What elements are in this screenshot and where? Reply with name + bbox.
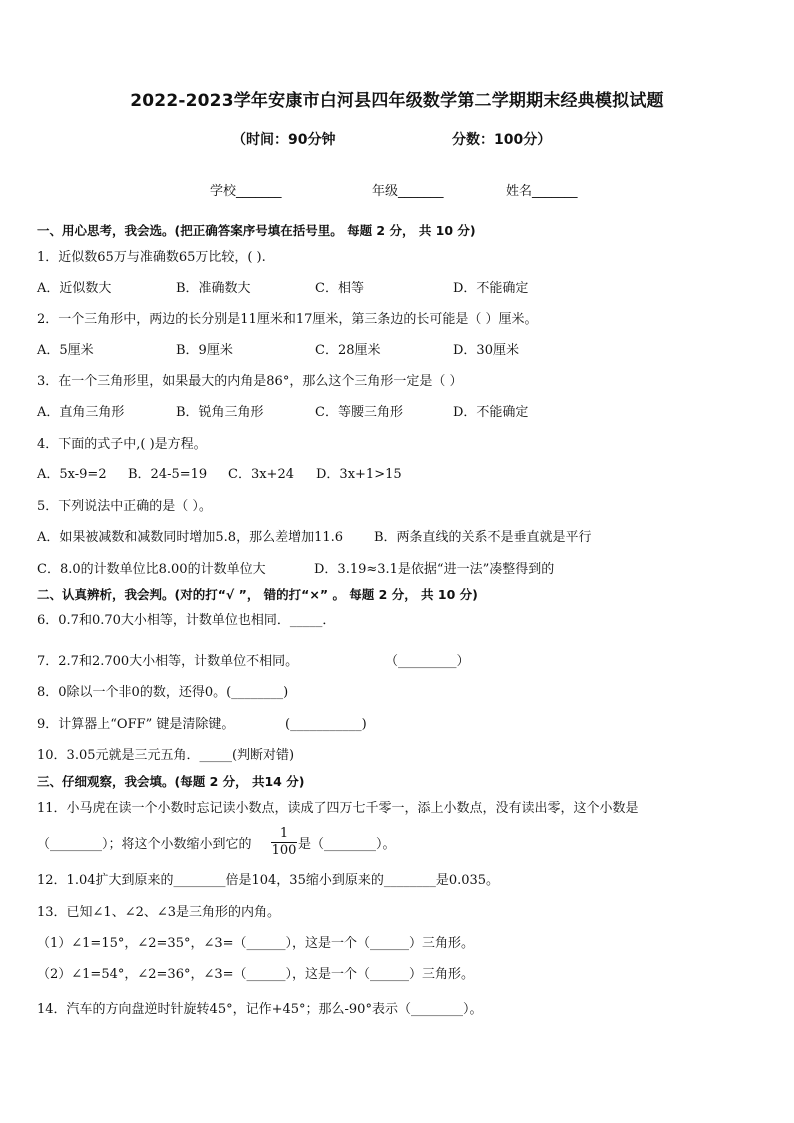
- name-field: 姓名_______: [506, 184, 578, 199]
- q1-option-d: D．不能确定: [453, 281, 529, 296]
- q2-option-d: D．30厘米: [453, 343, 519, 358]
- question-5: 5．下列说法中正确的是（ ）。: [37, 499, 212, 514]
- q4-option-a: A．5x-9=2: [37, 467, 107, 482]
- q5-option-c: C．8.0的计数单位比8.00的计数单位大: [37, 562, 266, 577]
- q1-option-b: B．准确数大: [176, 281, 251, 296]
- q5-option-a: A．如果被减数和减数同时增加5.8，那么差增加11.6: [37, 530, 344, 545]
- section-3-heading: 三、仔细观察，我会填。(每题 2 分， 共14 分): [37, 774, 305, 789]
- fraction-numerator: 1: [271, 826, 297, 843]
- question-13-part-2: （2）∠1=54°，∠2=36°，∠3=（______），这是一个（______）三角形。: [37, 967, 475, 982]
- q3-option-d: D．不能确定: [453, 405, 529, 420]
- school-field: 学校_______: [210, 184, 282, 199]
- question-13-part-1: （1）∠1=15°，∠2=35°，∠3=（______），这是一个（______）三角形。: [37, 936, 475, 951]
- question-1: 1．近似数65万与准确数65万比较，( ).: [37, 250, 266, 265]
- question-12: 12．1.04扩大到原来的________倍是104，35缩小到原来的________是0.035。: [37, 873, 500, 888]
- fraction-denominator: 100: [271, 843, 297, 858]
- exam-time: （时间：90分钟: [232, 132, 336, 148]
- section-1-heading: 一、用心思考，我会选。(把正确答案序号填在括号里。 每题 2 分， 共 10 分): [37, 223, 476, 238]
- q3-option-c: C．等腰三角形: [315, 405, 403, 420]
- q3-option-b: B．锐角三角形: [176, 405, 264, 420]
- question-13: 13．已知∠1、∠2、∠3是三角形的内角。: [37, 905, 281, 920]
- q2-option-a: A．5厘米: [37, 343, 94, 358]
- q7-answer-blank: （_________）: [385, 654, 470, 669]
- question-11-line-2a: （________）；将这个小数缩小到它的: [37, 837, 252, 852]
- question-3: 3．在一个三角形里，如果最大的内角是86°，那么这个三角形一定是（ ）: [37, 374, 463, 389]
- q3-option-a: A．直角三角形: [37, 405, 125, 420]
- question-8: 8．0除以一个非0的数，还得0。(________): [37, 685, 289, 700]
- grade-field: 年级_______: [372, 184, 444, 199]
- exam-score: 分数：100分）: [452, 132, 552, 148]
- q5-option-d: D．3.19≈3.1是依据“进一法”凑整得到的: [314, 562, 555, 577]
- section-2-heading: 二、认真辨析，我会判。(对的打“√ ”， 错的打“×” 。 每题 2 分， 共 10 分): [37, 587, 478, 602]
- q4-option-d: D．3x+1>15: [316, 467, 402, 482]
- question-10: 10．3.05元就是三元五角．_____(判断对错): [37, 748, 295, 763]
- question-6: 6．0.7和0.70大小相等，计数单位也相同．_____．: [37, 613, 336, 628]
- question-14: 14．汽车的方向盘逆时针旋转45°，记作+45°；那么-90°表示（________）。: [37, 1002, 483, 1017]
- q5-option-b: B．两条直线的关系不是垂直就是平行: [374, 530, 592, 545]
- q9-answer-blank: (___________): [285, 717, 367, 732]
- q4-option-c: C．3x+24: [228, 467, 294, 482]
- q1-option-c: C．相等: [315, 281, 364, 296]
- q1-option-a: A．近似数大: [37, 281, 112, 296]
- q4-option-b: B．24-5=19: [128, 467, 208, 482]
- question-11-line-2b: 是（________）。: [298, 837, 396, 852]
- question-7: 7．2.7和2.700大小相等，计数单位不相同。: [37, 654, 299, 669]
- q2-option-c: C．28厘米: [315, 343, 381, 358]
- page-title: 2022-2023学年安康市白河县四年级数学第二学期期末经典模拟试题: [130, 91, 664, 111]
- q2-option-b: B．9厘米: [176, 343, 233, 358]
- question-9: 9．计算器上“OFF” 键是清除键。: [37, 717, 235, 732]
- question-4: 4．下面的式子中,( )是方程。: [37, 437, 207, 452]
- question-11-line-1: 11．小马虎在读一个小数时忘记读小数点，读成了四万七千零一，添上小数点，没有读出零，这个小数是: [37, 801, 639, 816]
- question-2: 2．一个三角形中，两边的长分别是11厘米和17厘米，第三条边的长可能是（ ）厘米。: [37, 312, 538, 327]
- fraction-one-hundredth: [271, 826, 297, 859]
